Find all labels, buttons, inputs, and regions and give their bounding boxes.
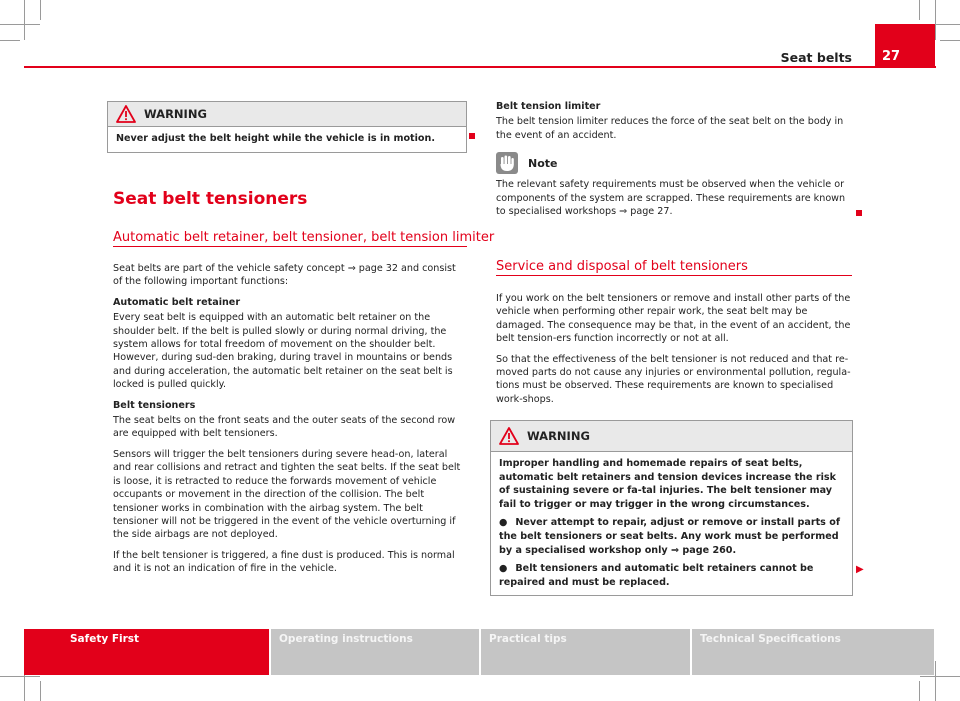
warning-header [491,421,852,452]
retainer-paragraph: Every seat belt is equipped with an automatic belt retainer on the shoulder belt. If the belt is pulled slowly or during normal driving, the system allows for total freedom of movement on the shoulder belt. However, during sud-den braking, during travel in mountains or bends and during acceleration, the automatic belt retainer on the seat belt is locked is pulled quickly. [113,312,453,391]
header-rule [24,66,936,68]
intro-paragraph: Seat belts are part of the vehicle safety concept ⇒ page 32 and consist of the following important functions: [113,263,456,288]
continue-arrow-icon: ▶ [856,564,864,575]
crop-mark [935,0,936,40]
right-body-text [496,100,852,225]
tab-practical-tips[interactable]: Practical tips [481,629,690,675]
service-paragraph-2: So that the effectiveness of the belt tensioner is not reduced and that re-moved parts do not cause any injuries or environmental pollution, regula-tions must be observed. These requirements are known to specialised work-shops. [496,353,851,405]
note-icon [496,152,518,174]
note-header [496,152,852,174]
crop-mark [940,40,960,41]
crop-mark [40,0,41,20]
warning-text: Never adjust the belt height while the vehicle is in motion. [116,133,435,144]
service-paragraph-1: If you work on the belt tensioners or remove and install other parts of the vehicle when performing other repair work, the seat belt may be damaged. The consequence may be that, in the event of an accident, the belt tension-ers function incorrectly or not at all. [496,293,851,345]
tensioners-paragraph-2: Sensors will trigger the belt tensioners during severe head-on, lateral and rear collisions and retract and tighten the seat belts. If the seat belt is loose, it is retracted to reduce the forwards movement of vehicle occupants or movement in the direction of the collision. The belt tensioner works in combination with the airbag system. The belt tensioner will not be triggered in the event of the vehicle overturning if the side airbags are not deployed. [113,448,461,541]
warning-triangle-icon [116,105,136,123]
warning-title: WARNING [527,429,590,443]
page-number: 27 [875,24,935,68]
warning-box [107,101,467,153]
tab-technical-specifications[interactable]: Technical Specifications [692,629,934,675]
warning-text: Improper handling and homemade repairs of seat belts, automatic belt retainers and tension devices increase the risk of sustaining severe or fa-tal injuries. The belt tensioner may fail to trigger or may trigger in the wrong circumstances. [499,458,836,510]
warning-bullet [499,516,844,557]
warning-bullet [499,562,844,589]
warning-header [108,102,466,127]
crop-mark [0,676,40,677]
tab-operating-instructions[interactable]: Operating instructions [271,629,479,675]
subsection-rule [113,246,467,247]
service-body-text [496,292,852,413]
section-end-marker [469,133,475,139]
crop-mark [919,0,920,20]
crop-mark [0,40,20,41]
warning-triangle-icon [499,427,519,445]
retainer-heading: Automatic belt retainer [113,296,241,308]
warning-bullet-text: Never attempt to repair, adjust or remove or install parts of the belt tensioners or seat belts. Any work must be performed by a specialised workshop only ⇒ page 260. [499,517,841,556]
warning-content [491,452,852,595]
note-paragraph: The relevant safety requirements must be observed when the vehicle or components of the system are scrapped. These requirements are known to specialised workshops ⇒ page 27. [496,179,846,218]
service-section-rule [496,275,852,276]
left-body-text [113,262,467,583]
tab-safety-first[interactable]: Safety First [24,629,269,675]
crop-mark [919,681,920,701]
section-title: Seat belt tensioners [113,189,308,209]
tensioners-paragraph-3: If the belt tensioner is triggered, a fine dust is produced. This is normal and it is not an indication of fire in the vehicle. [113,549,455,575]
crop-mark [0,24,40,25]
warning-bullet-text: Belt tensioners and automatic belt retainers cannot be repaired and must be replaced. [499,563,814,588]
warning-box [490,420,853,596]
limiter-paragraph: The belt tension limiter reduces the force of the seat belt on the body in the event of an accident. [496,116,844,141]
tensioners-paragraph-1: The seat belts on the front seats and the outer seats of the second row are equipped with belt tensioners. [113,415,456,440]
tensioners-heading: Belt tensioners [113,399,196,411]
note-title: Note [528,156,558,170]
limiter-heading: Belt tension limiter [496,101,601,112]
bullet-icon: ● [499,563,508,575]
chapter-tabs [24,629,936,675]
crop-mark [40,681,41,701]
crop-mark [24,0,25,40]
service-section-title: Service and disposal of belt tensioners [496,259,748,274]
crop-mark [920,676,960,677]
subsection-title: Automatic belt retainer, belt tensioner, belt tension limiter [113,230,495,245]
warning-title: WARNING [144,107,207,121]
bullet-icon: ● [499,517,508,529]
page-header-title: Seat belts [780,50,852,65]
section-end-marker [856,210,862,216]
